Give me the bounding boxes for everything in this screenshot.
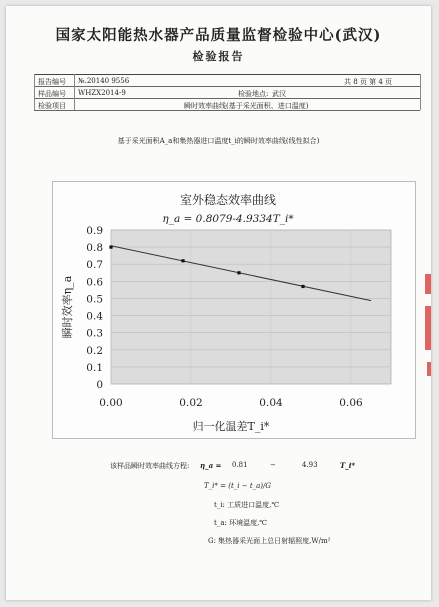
- chart-caption: 基于采光面积A_a和集热器进口温度t_i的瞬时效率曲线(线性拟合): [117, 137, 320, 145]
- equation-lhs: η_a =: [200, 461, 222, 470]
- stamp-edge: [425, 274, 431, 294]
- table-rule: [34, 98, 420, 99]
- y-axis-label: 瞬时效率η_a: [61, 275, 74, 339]
- table-border: [420, 74, 421, 110]
- equation-minus: −: [270, 461, 276, 469]
- stamp-edge: [425, 306, 431, 350]
- item-value: 瞬时效率曲线(基于采光面积、进口温度): [184, 102, 309, 110]
- equation-intercept: 0.81: [232, 461, 248, 469]
- y-tick-label: 0.1: [86, 361, 103, 374]
- chart-equation: η_a = 0.8079-4.9334T_i*: [162, 213, 294, 225]
- equation-slope: 4.93: [302, 461, 318, 469]
- y-tick-label: 0.7: [86, 259, 103, 272]
- sample-no-label: 样品编号: [38, 90, 66, 98]
- report-page: [6, 6, 431, 600]
- efficiency-chart-frame: [52, 181, 416, 439]
- data-point: [237, 271, 240, 274]
- plot-area: [111, 230, 391, 384]
- stamp-edge: [427, 362, 431, 376]
- location-label: 检验地点:: [238, 90, 269, 98]
- sample-no-value: WHZX2014-9: [78, 89, 126, 97]
- x-tick-label: 0.06: [339, 397, 363, 409]
- y-tick-label: 0: [96, 379, 103, 391]
- report-no-label: 报告编号: [38, 78, 66, 86]
- definition-inlet-temp: t_i: 工质进口温度,℃: [214, 501, 280, 509]
- x-tick-label: 0.04: [259, 397, 283, 409]
- equation-prefix: 该样品瞬时效率曲线方程:: [110, 462, 190, 470]
- y-tick-label: 0.8: [86, 242, 103, 255]
- page-info: 共 8 页 第 4 页: [344, 78, 393, 86]
- page-title: 国家太阳能热水器产品质量监督检验中心(武汉): [55, 27, 382, 44]
- table-top-rule: [34, 74, 420, 75]
- chart-title: 室外稳态效率曲线: [179, 193, 277, 207]
- equation-variable: T_i*: [340, 461, 356, 470]
- x-tick-label: 0.00: [99, 397, 123, 409]
- x-tick-label: 0.02: [179, 397, 203, 409]
- definition-normalized-temp: T_i* = (t_i − t_a)/G: [204, 482, 271, 490]
- table-border: [34, 74, 35, 110]
- data-point: [109, 246, 112, 249]
- definition-irradiance: G: 集热器采光面上总日射辐照度,W/m²: [208, 537, 331, 545]
- report-subtitle: 检验报告: [192, 50, 245, 63]
- definition-ambient-temp: t_a: 环境温度,℃: [214, 519, 268, 527]
- y-tick-label: 0.4: [86, 310, 103, 323]
- x-axis-label: 归一化温差T_i*: [192, 420, 270, 433]
- efficiency-chart: [53, 182, 415, 438]
- y-tick-label: 0.9: [86, 225, 103, 237]
- y-tick-label: 0.6: [86, 276, 103, 289]
- y-tick-label: 0.3: [86, 327, 103, 340]
- item-label: 检验项目: [38, 102, 66, 110]
- table-divider: [74, 74, 75, 110]
- location-value: 武汉: [272, 90, 286, 98]
- y-tick-label: 0.5: [86, 293, 103, 306]
- report-no-value: №.20140 9556: [78, 77, 130, 85]
- y-tick-label: 0.2: [86, 344, 103, 357]
- data-point: [181, 259, 184, 262]
- data-point: [301, 285, 304, 288]
